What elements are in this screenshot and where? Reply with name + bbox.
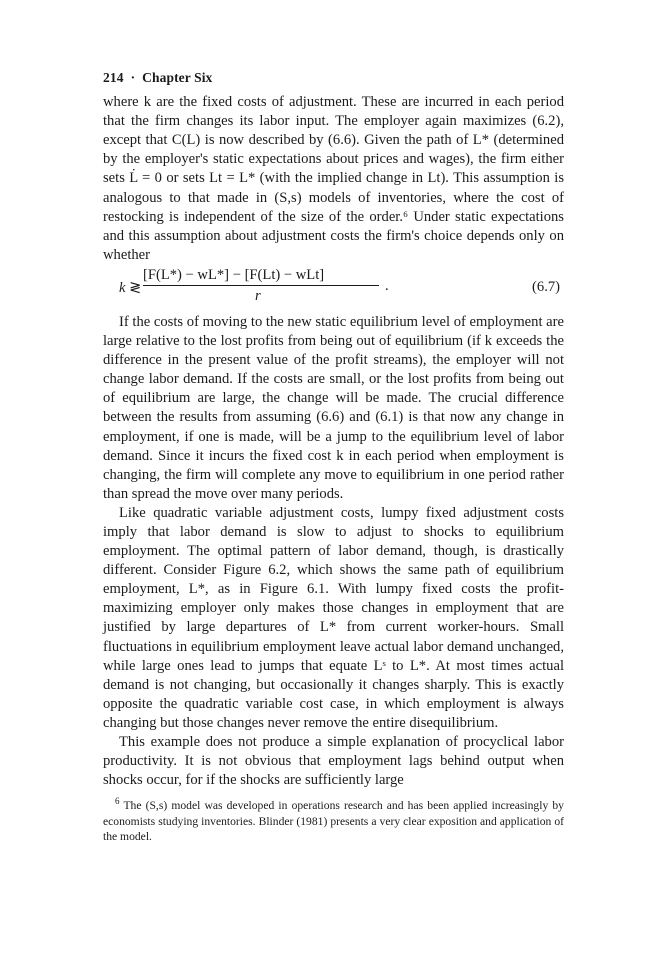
equation-lhs — [119, 279, 141, 298]
equation-numerator: [F(L*) − wL*] − [F(Lt) − wLt] — [143, 266, 325, 283]
equation-period: . — [385, 277, 389, 294]
paragraph-3: Like quadratic variable adjustment costs, lumpy fixed adjustment costs imply that labor demand is slow to adjust to shocks to equilibrium employment. The optimal pattern of labor demand, though, is drastically different. Consider Figure 6.2, which shows the same path of equilibrium employment, L*, as in Figure 6.1. With lumpy fixed costs the profit-maximizing employer only makes those changes in employment that are justified by large departures of L* from current worker-hours. Small fluctuations in equilibrium employment leave actual labor demand unchanged, while large ones lead to jumps that equate Lˢ to L*. At most times actual demand is not changing, but occasionally it changes sharply. This is exactly opposite the quadratic variable cost case, in which employment is always changing but those changes never remove the entire disequilibrium. — [103, 504, 564, 731]
header-separator: · — [130, 70, 136, 85]
running-header — [103, 68, 564, 87]
equation-relation: ≷ — [129, 279, 142, 296]
equation-k: k — [119, 279, 126, 296]
paragraph-1: where k are the fixed costs of adjustment. These are incurred in each period that the firm changes its labor input. The employer again maximizes (6.2), except that C(L) is now described by (6.6). Given the path of L* (determined by the employer's static expectations about prices and wages), the firm either sets L̇ = 0 or sets Lt = L* (with the implied change in Lt). This assumption is analogous to that made in (S,s) models of inventories, where the cost of restocking is independent of the size of the order.⁶ Under static expectations and this assumption about adjustment costs the firm's choice depends only on whether — [103, 94, 564, 263]
footnote-marker: 6 — [115, 796, 120, 807]
equation-denominator: r — [255, 287, 261, 304]
footnote-text: The (S,s) model was developed in operations research and has been applied increasingly by economists studying inventories. Blinder (1981) presents a very clear exposition and application of the model. — [103, 799, 564, 844]
paragraph-2: If the costs of moving to the new static equilibrium level of employment are large relative to the lost profits from being out of equilibrium (if k exceeds the difference in the present value of the profit streams), the employer will not change labor demand. If the costs are small, or the lost profits from being out of equilibrium are large, the change will be made. The crucial difference between the results from assuming (6.6) and (6.1) is that now any change in employment, if one is made, will be a jump to the equilibrium level of labor demand. Since it incurs the fixed cost k in each period when employment is changing, the firm will complete any move to equilibrium in one period rather than spread the move over many periods. — [103, 313, 564, 502]
book-page — [103, 68, 564, 845]
fraction-rule — [143, 285, 379, 286]
paragraph-4: This example does not produce a simple explanation of procyclical labor productivity. It is not obvious that employment lags behind output when shocks occur, for if the shocks are sufficiently large — [103, 734, 564, 789]
footnote — [103, 798, 564, 844]
chapter-title: Chapter Six — [142, 70, 213, 85]
equation-6-7 — [103, 266, 564, 310]
page-number: 214 — [103, 70, 124, 85]
equation-label: (6.7) — [532, 278, 560, 295]
